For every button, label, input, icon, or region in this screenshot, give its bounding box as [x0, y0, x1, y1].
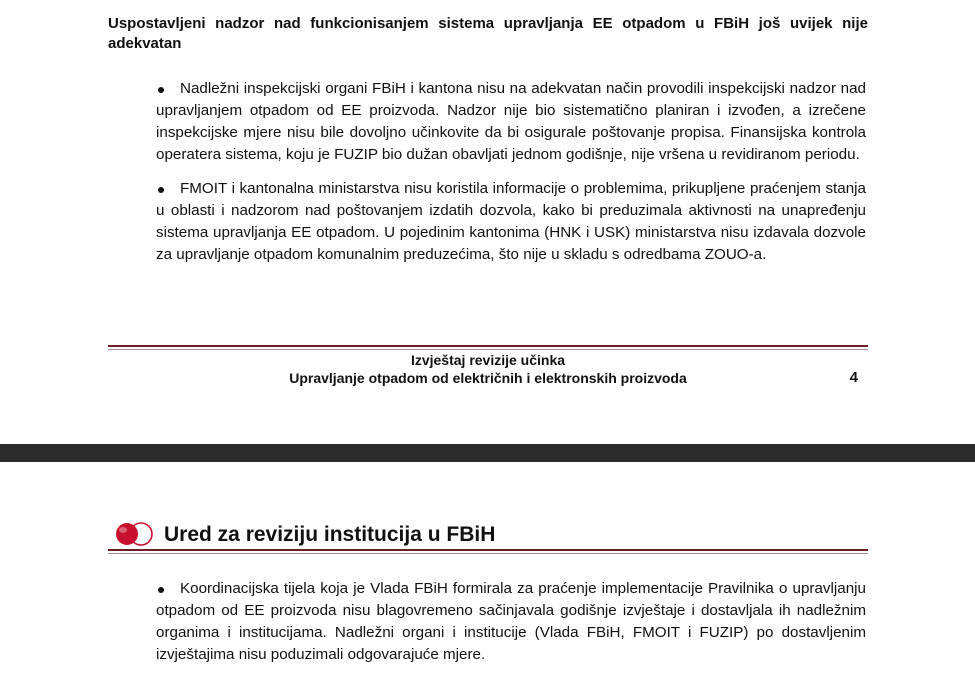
- page-footer: [108, 351, 868, 387]
- page-header: [110, 518, 870, 550]
- list-item: [156, 578, 866, 666]
- list-item: [156, 78, 866, 166]
- bullet-icon: [158, 587, 164, 593]
- audit-office-logo-icon: [112, 520, 156, 548]
- report-type: Izvještaj revizije učinka: [410, 352, 566, 368]
- list-item: [156, 178, 866, 266]
- section-heading: Uspostavljeni nadzor nad funkcionisanjem sistema upravljanja EE otpadom u FBiH još uvijek nije adekvatan: [108, 15, 868, 52]
- bullet-text: Nadležni inspekcijski organi FBiH i kantona nisu na adekvatan način provodili inspekcijski nadzor nad upravljanjem otpadom od EE proizvoda. Nadzor nije bio sistematično planiran i izvođen, a izrečene inspekcijske mjere nisu bile dovoljno učinkovite da bi osigurale poštovanje propisa. Finansijska kontrola operatera sistema, koju je FUZIP bio dužan obavljati jednom godišnje, nije vršena u revidiranom periodu.: [156, 80, 866, 163]
- header-rule: [108, 549, 868, 551]
- bullet-text: Koordinacijska tijela koja je Vlada FBiH formirala za praćenje implementacije Pravilnika o upravljanju otpadom od EE proizvoda nisu blagovremeno sačinjavala godišnje izvještaje i dostavljala ih nadležnim organima i institucijama. Nadležni organi i institucije (Vlada FBiH, FMOIT i FUZIP) po dostavljenim izvještajima nisu poduzimali odgovarajuće mjere.: [156, 580, 866, 663]
- bullet-text: FMOIT i kantonalna ministarstva nisu koristila informacije o problemima, prikupljene praćenjem stanja u oblasti i nadzorom nad poštovanjem izdatih dozvola, kako bi preduzimala aktivnosti na unapređenju sistema upravljanja EE otpadom. U pojedinim kantonima (HNK i USK) ministarstva nisu izdavala dozvole za upravljanje otpadom komunalnim preduzećima, što nije u skladu s odredbama ZOUO-a.: [156, 180, 866, 263]
- report-title: Upravljanje otpadom od električnih i elektronskih proizvoda: [289, 370, 687, 386]
- finding-list: [156, 78, 866, 278]
- page-number: 4: [849, 369, 858, 386]
- page-separator: [0, 444, 975, 462]
- organization-title: Ured za reviziju institucija u FBiH: [164, 523, 496, 546]
- bullet-icon: [158, 87, 164, 93]
- header-rule-thin: [108, 553, 868, 554]
- footer-rule: [108, 345, 868, 347]
- bullet-icon: [158, 187, 164, 193]
- footer-rule-thin: [108, 349, 868, 350]
- finding-list-page2: [156, 578, 866, 678]
